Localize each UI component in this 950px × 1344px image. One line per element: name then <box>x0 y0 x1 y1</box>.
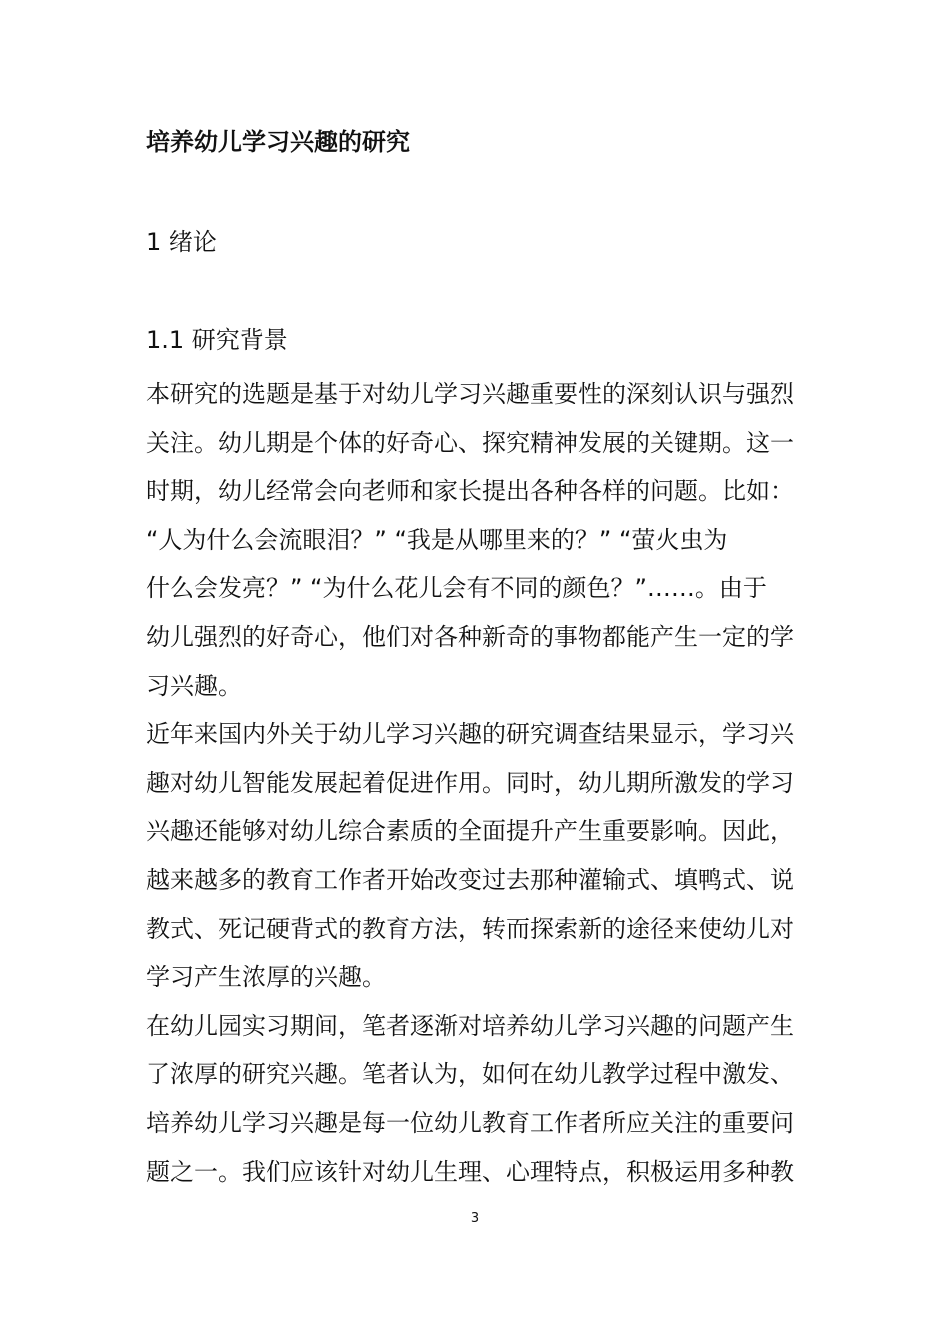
text-line: 关注。幼儿期是个体的好奇心、探究精神发展的关键期。这一 <box>146 428 794 457</box>
subsection-heading: 1.1 研究背景 <box>146 326 288 354</box>
text-line: 趣对幼儿智能发展起着促进作用。同时，幼儿期所激发的学习 <box>146 768 794 797</box>
body-text <box>146 370 806 1196</box>
text-line: 越来越多的教育工作者开始改变过去那种灌输式、填鸭式、说 <box>146 865 794 894</box>
text-line: 时期，幼儿经常会向老师和家长提出各种各样的问题。比如： <box>146 477 794 506</box>
text-line: 教式、死记硬背式的教育方法，转而探索新的途径来使幼儿对 <box>146 914 794 943</box>
section-heading: 1 绪论 <box>146 228 217 256</box>
text-line: 本研究的选题是基于对幼儿学习兴趣重要性的深刻认识与强烈 <box>146 380 794 408</box>
text-line: 在幼儿园实习期间，笔者逐渐对培养幼儿学习兴趣的问题产生 <box>146 1011 794 1040</box>
text-line: 学习产生浓厚的兴趣。 <box>146 963 386 992</box>
text-line: 兴趣还能够对幼儿综合素质的全面提升产生重要影响。因此， <box>146 817 794 846</box>
text-line: 近年来国内外关于幼儿学习兴趣的研究调查结果显示，学习兴 <box>146 720 794 749</box>
document-title: 培养幼儿学习兴趣的研究 <box>146 128 410 156</box>
paragraph <box>146 1002 806 1196</box>
paragraph <box>146 710 806 1002</box>
text-line: 什么会发亮？” “为什么花儿会有不同的颜色？”……。由于 <box>146 574 767 603</box>
text-line: 了浓厚的研究兴趣。笔者认为，如何在幼儿教学过程中激发、 <box>146 1060 794 1089</box>
text-line: 题之一。我们应该针对幼儿生理、心理特点，积极运用多种教 <box>146 1157 794 1186</box>
paragraph <box>146 370 806 710</box>
page-number: 3 <box>470 1211 480 1226</box>
text-line: 培养幼儿学习兴趣是每一位幼儿教育工作者所应关注的重要问 <box>146 1108 794 1137</box>
text-line: “人为什么会流眼泪？” “我是从哪里来的？” “萤火虫为 <box>146 525 728 554</box>
text-line: 习兴趣。 <box>146 671 242 700</box>
text-line: 幼儿强烈的好奇心，他们对各种新奇的事物都能产生一定的学 <box>146 622 794 651</box>
